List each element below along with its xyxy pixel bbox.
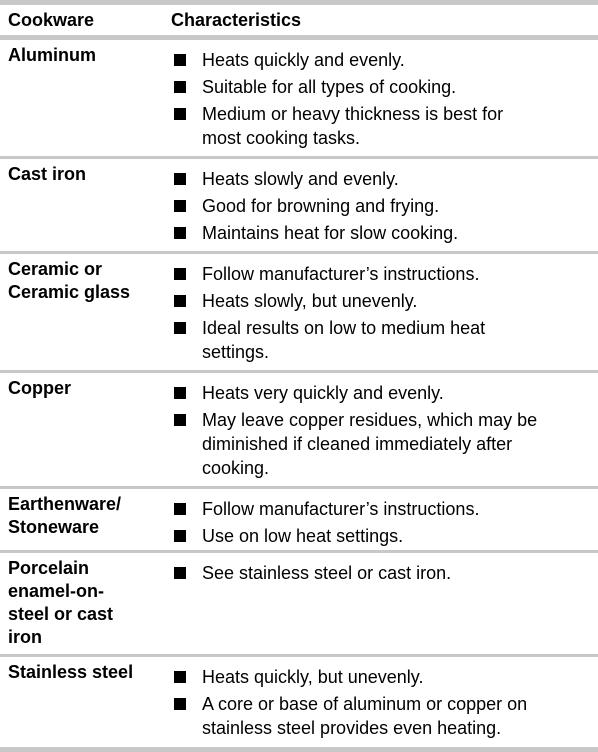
characteristic-item (172, 48, 592, 72)
characteristic-item (172, 381, 592, 405)
characteristic-text: Heats quickly, but unevenly. (202, 667, 424, 687)
cookware-type: Ceramic or Ceramic glass (8, 259, 131, 302)
cookware-type: Copper (8, 378, 71, 398)
square-bullet-icon (174, 268, 186, 280)
square-bullet-icon (174, 81, 186, 93)
characteristic-item (172, 167, 592, 191)
square-bullet-icon (174, 227, 186, 239)
characteristics-list (172, 167, 592, 248)
characteristic-text: Medium or heavy thickness is best for most cooking tasks. (202, 104, 504, 148)
square-bullet-icon (174, 567, 186, 579)
characteristic-text: May leave copper residues, which may be diminished if cleaned immediately after cooking. (202, 410, 538, 478)
characteristic-item (172, 102, 592, 150)
characteristic-text: Heats slowly and evenly. (202, 169, 399, 189)
table-header-row (0, 5, 598, 40)
square-bullet-icon (174, 503, 186, 515)
characteristic-text: See stainless steel or cast iron. (202, 563, 452, 583)
square-bullet-icon (174, 698, 186, 710)
characteristic-item (172, 692, 592, 740)
characteristic-text: Use on low heat settings. (202, 526, 404, 546)
characteristic-text: Heats slowly, but unevenly. (202, 291, 418, 311)
square-bullet-icon (174, 530, 186, 542)
square-bullet-icon (174, 200, 186, 212)
characteristic-item (172, 262, 592, 286)
characteristic-item (172, 289, 592, 313)
characteristic-item (172, 408, 592, 480)
table-row (0, 40, 598, 159)
cookware-type: Stainless steel (8, 662, 134, 682)
table-row (0, 553, 598, 657)
characteristics-list (172, 48, 592, 153)
cookware-type: Aluminum (8, 45, 96, 65)
square-bullet-icon (174, 54, 186, 66)
cookware-type: Earthenware/ Stoneware (8, 494, 122, 537)
characteristic-text: Ideal results on low to medium heat settings. (202, 318, 486, 362)
characteristic-item (172, 497, 592, 521)
cookware-type: Porcelain enamel-on- steel or cast iron (8, 558, 114, 647)
characteristic-item (172, 665, 592, 689)
characteristic-item (172, 316, 592, 364)
square-bullet-icon (174, 322, 186, 334)
characteristic-text: A core or base of aluminum or copper on stainless steel provides even heating. (202, 694, 528, 738)
characteristics-list (172, 381, 592, 483)
table-row (0, 373, 598, 489)
characteristic-text: Suitable for all types of cooking. (202, 77, 457, 97)
square-bullet-icon (174, 173, 186, 185)
characteristics-list (172, 665, 592, 743)
square-bullet-icon (174, 387, 186, 399)
characteristics-list (172, 561, 592, 588)
characteristic-text: Follow manufacturer’s instructions. (202, 264, 480, 284)
characteristic-item (172, 221, 592, 245)
header-characteristics: Characteristics (171, 10, 302, 30)
square-bullet-icon (174, 295, 186, 307)
characteristics-list (172, 497, 592, 551)
square-bullet-icon (174, 671, 186, 683)
table-row (0, 159, 598, 254)
square-bullet-icon (174, 108, 186, 120)
table-row (0, 489, 598, 553)
characteristic-text: Maintains heat for slow cooking. (202, 223, 459, 243)
characteristic-text: Good for browning and frying. (202, 196, 440, 216)
cookware-type: Cast iron (8, 164, 87, 184)
characteristic-item (172, 524, 592, 548)
table-bottom-rule (0, 747, 598, 752)
characteristic-item (172, 75, 592, 99)
square-bullet-icon (174, 414, 186, 426)
characteristic-text: Heats very quickly and evenly. (202, 383, 444, 403)
characteristic-item (172, 561, 592, 585)
characteristic-text: Follow manufacturer’s instructions. (202, 499, 480, 519)
characteristics-list (172, 262, 592, 367)
characteristic-item (172, 194, 592, 218)
header-cookware: Cookware (8, 10, 95, 30)
characteristic-text: Heats quickly and evenly. (202, 50, 405, 70)
table-row (0, 657, 598, 747)
table-row (0, 254, 598, 373)
